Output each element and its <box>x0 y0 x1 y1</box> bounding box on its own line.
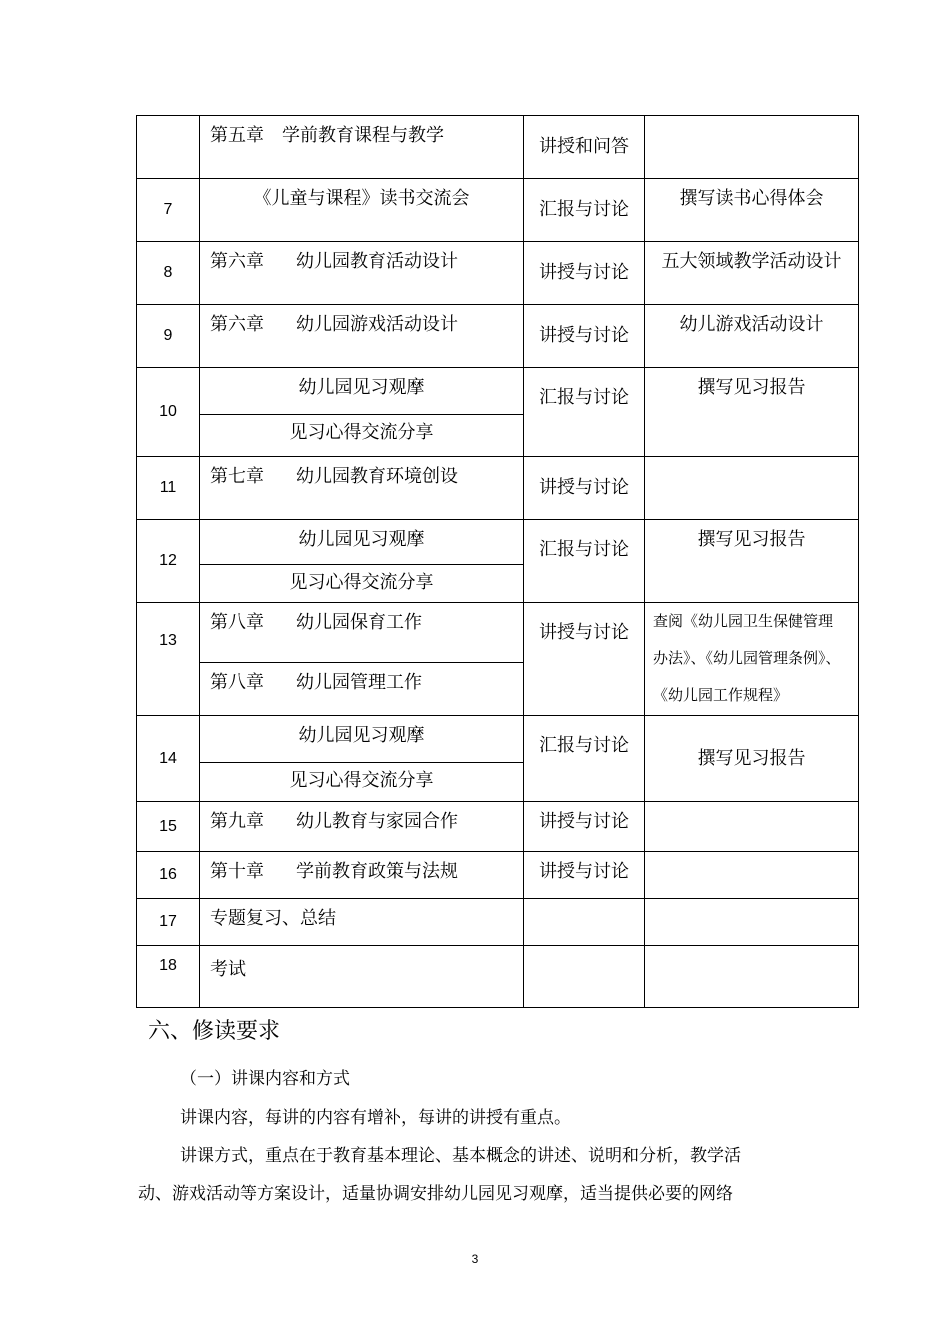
chapter-label: 第八章 <box>210 672 264 693</box>
chapter-label: 第七章 <box>210 466 264 487</box>
table-row <box>137 802 859 852</box>
task-cell: 撰写见习报告 <box>645 368 859 457</box>
content-cell: 见习心得交流分享 <box>200 415 524 457</box>
chapter-title: 幼儿园教育活动设计 <box>296 251 458 272</box>
task-cell: 撰写见习报告 <box>645 716 859 802</box>
week-number: 18 <box>137 946 200 1008</box>
chapter-title: 学前教育政策与法规 <box>296 861 458 882</box>
method-cell: 讲授与讨论 <box>524 802 645 852</box>
method-cell: 汇报与讨论 <box>524 520 645 603</box>
table-row <box>137 852 859 899</box>
method-cell: 讲授与讨论 <box>524 457 645 520</box>
content-cell: 幼儿园见习观摩 <box>200 368 524 415</box>
method-cell <box>524 899 645 946</box>
chapter-label: 第六章 <box>210 251 264 272</box>
content-cell <box>200 663 524 716</box>
chapter-title: 幼儿园管理工作 <box>296 672 422 693</box>
task-cell: 五大领域教学活动设计 <box>645 242 859 305</box>
method-cell: 讲授和问答 <box>524 116 645 179</box>
content-cell: 考试 <box>200 946 524 1008</box>
task-line: 《幼儿园工作规程》 <box>653 686 789 704</box>
method-cell: 讲授与讨论 <box>524 305 645 368</box>
task-cell: 幼儿游戏活动设计 <box>645 305 859 368</box>
week-number: 12 <box>137 520 200 603</box>
paragraph-line: 讲课方式，重点在于教育基本理论、基本概念的讲述、说明和分析，教学活 <box>180 1146 741 1166</box>
week-number: 13 <box>137 603 200 716</box>
task-cell <box>645 116 859 179</box>
table-row <box>137 179 859 242</box>
content-cell <box>200 802 524 852</box>
week-number: 9 <box>137 305 200 368</box>
table-row <box>137 116 859 179</box>
chapter-title: 幼儿园保育工作 <box>296 612 422 633</box>
section-title: 六、修读要求 <box>148 1019 281 1044</box>
week-number: 11 <box>137 457 200 520</box>
method-cell: 汇报与讨论 <box>524 716 645 802</box>
chapter-label: 第八章 <box>210 612 264 633</box>
paragraph: 讲课内容，每讲的内容有增补，每讲的讲授有重点。 <box>180 1108 571 1128</box>
week-number: 8 <box>137 242 200 305</box>
week-number: 10 <box>137 368 200 457</box>
table-row <box>137 946 859 1008</box>
task-line: 查阅《幼儿园卫生保健管理 <box>653 612 834 630</box>
method-cell: 讲授与讨论 <box>524 852 645 899</box>
table-row <box>137 305 859 368</box>
content-cell: 《儿童与课程》读书交流会 <box>200 179 524 242</box>
chapter-title: 幼儿园教育环境创设 <box>296 466 458 487</box>
paragraph-line: 动、游戏活动等方案设计，适量协调安排幼儿园见习观摩，适当提供必要的网络 <box>138 1184 733 1204</box>
method-cell: 汇报与讨论 <box>524 368 645 457</box>
week-number: 7 <box>137 179 200 242</box>
chapter-label: 第九章 <box>210 811 264 832</box>
content-cell <box>200 457 524 520</box>
content-cell: 幼儿园见习观摩 <box>200 520 524 565</box>
subsection-title: （一）讲课内容和方式 <box>180 1069 350 1089</box>
content-cell <box>200 603 524 663</box>
content-cell: 见习心得交流分享 <box>200 565 524 603</box>
method-cell: 讲授与讨论 <box>524 242 645 305</box>
task-cell <box>645 457 859 520</box>
week-number <box>137 116 200 179</box>
table-row <box>137 368 859 415</box>
content-cell <box>200 852 524 899</box>
content-cell: 专题复习、总结 <box>200 899 524 946</box>
chapter-title: 幼儿教育与家园合作 <box>296 811 458 832</box>
week-number: 17 <box>137 899 200 946</box>
table-row <box>137 520 859 565</box>
task-cell <box>645 899 859 946</box>
table-row <box>137 242 859 305</box>
task-cell <box>645 852 859 899</box>
chapter-label: 第十章 <box>210 861 264 882</box>
week-number: 16 <box>137 852 200 899</box>
task-cell <box>645 802 859 852</box>
content-cell <box>200 242 524 305</box>
table-row <box>137 457 859 520</box>
table-row <box>137 716 859 763</box>
table-row <box>137 899 859 946</box>
method-cell: 讲授与讨论 <box>524 603 645 716</box>
schedule-table <box>136 115 859 1008</box>
task-cell <box>645 946 859 1008</box>
content-cell: 见习心得交流分享 <box>200 763 524 802</box>
page-number: 3 <box>471 1252 479 1266</box>
week-number: 15 <box>137 802 200 852</box>
task-cell: 撰写读书心得体会 <box>645 179 859 242</box>
task-cell: 撰写见习报告 <box>645 520 859 603</box>
table-row <box>137 603 859 663</box>
method-cell <box>524 946 645 1008</box>
content-cell: 第五章 学前教育课程与教学 <box>200 116 524 179</box>
task-line: 办法》、《幼儿园管理条例》、 <box>653 649 841 667</box>
chapter-label: 第六章 <box>210 314 264 335</box>
task-cell <box>645 603 859 716</box>
week-number: 14 <box>137 716 200 802</box>
content-cell <box>200 305 524 368</box>
method-cell: 汇报与讨论 <box>524 179 645 242</box>
chapter-title: 幼儿园游戏活动设计 <box>296 314 458 335</box>
content-cell: 幼儿园见习观摩 <box>200 716 524 763</box>
